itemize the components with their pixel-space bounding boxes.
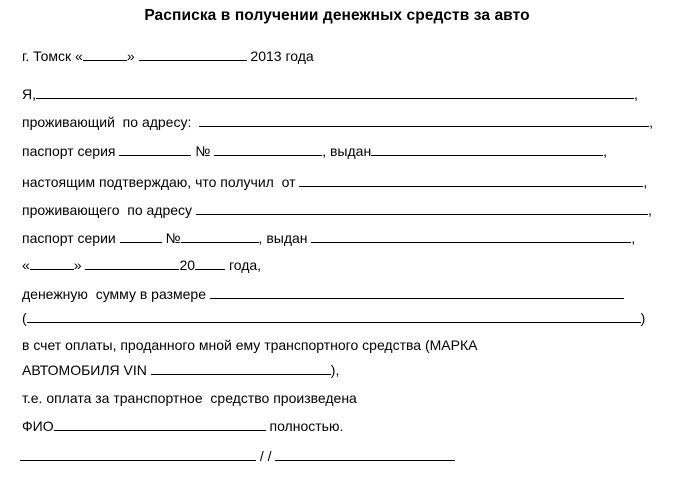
line-passport-2-text-6: , (631, 230, 636, 246)
line-passport-1-blank-1[interactable] (119, 144, 191, 156)
line-amount-blank-1[interactable] (210, 287, 624, 299)
line-passport-2-blank-5[interactable] (311, 231, 631, 243)
line-signature-text-1: / / (256, 448, 276, 464)
line-address-1-text-2: , (649, 114, 654, 130)
line-city-date-text-2: » (126, 48, 139, 64)
line-fio-blank-1[interactable] (54, 419, 266, 431)
line-vin (22, 362, 339, 378)
line-ya-text-2: , (634, 86, 638, 102)
line-city-date (22, 48, 314, 64)
line-passport-1-text-4: , выдан (322, 143, 372, 159)
line-passport-2-blank-3[interactable] (181, 231, 259, 243)
line-date-2-text-6: года, (225, 257, 262, 273)
line-amount-text-0: денежную сумму в размере (22, 286, 210, 302)
line-signature (20, 448, 455, 464)
line-ya (22, 86, 638, 102)
line-address-2-text-0: проживающего по адресу (22, 202, 196, 218)
line-passport-2-text-2: № (161, 230, 181, 246)
line-address-2 (22, 202, 652, 218)
line-fio (22, 418, 343, 434)
line-date-2 (22, 257, 261, 273)
line-amount-words-text-2: ) (640, 310, 646, 326)
line-signature-blank-0[interactable] (20, 449, 256, 461)
line-date-2-blank-3[interactable] (85, 258, 179, 270)
line-passport-1-blank-3[interactable] (214, 144, 322, 156)
line-city-date-blank-1[interactable] (83, 49, 127, 61)
line-payment-1 (22, 337, 477, 353)
line-passport-1-text-6: , (603, 143, 608, 159)
line-address-2-blank-1[interactable] (196, 203, 648, 215)
line-date-2-text-0: « (22, 257, 30, 273)
line-city-date-text-0: г. Томск « (22, 48, 83, 64)
line-passport-1-blank-5[interactable] (371, 144, 603, 156)
line-vin-blank-1[interactable] (151, 363, 331, 375)
line-confirm-blank-1[interactable] (299, 175, 643, 187)
line-passport-2-text-0: паспорт серии (22, 230, 120, 246)
line-date-2-text-2: » (73, 257, 86, 273)
line-address-1-blank-1[interactable] (199, 115, 649, 127)
line-amount-words-blank-1[interactable] (27, 311, 641, 323)
line-payment-2-text-0: т.е. оплата за транспортное средство произведена (22, 390, 357, 406)
line-fio-text-0: ФИО (22, 418, 54, 434)
line-city-date-blank-3[interactable] (139, 49, 247, 61)
line-ya-blank-1[interactable] (36, 87, 634, 99)
line-passport-2-text-4: , выдан (258, 230, 312, 246)
line-address-1 (22, 114, 653, 130)
line-confirm (22, 174, 647, 190)
line-confirm-text-2: , (643, 174, 648, 190)
line-passport-1-text-0: паспорт серия (22, 143, 120, 159)
line-passport-2-blank-1[interactable] (120, 231, 162, 243)
line-passport-1 (22, 143, 607, 159)
line-amount (22, 286, 624, 302)
page-title: Расписка в получении денежных средств за авто (144, 7, 530, 24)
line-ya-text-0: Я, (22, 86, 36, 102)
line-address-2-text-2: , (647, 202, 652, 218)
line-vin-text-0: АВТОМОБИЛЯ VIN (22, 362, 151, 378)
line-passport-1-text-2: № (191, 143, 215, 159)
line-vin-text-2: ), (330, 362, 340, 378)
line-fio-text-2: полностью. (265, 418, 344, 434)
line-confirm-text-0: настоящим подтверждаю, что получил от (22, 174, 300, 190)
line-date-2-text-4: 20 (179, 257, 196, 273)
line-date-2-blank-1[interactable] (30, 258, 74, 270)
line-address-1-text-0: проживающий по адресу: (22, 114, 200, 130)
line-signature-blank-2[interactable] (275, 449, 455, 461)
line-payment-1-text-0: в счет оплаты, проданного мной ему транспортного средства (МАРКА (22, 337, 478, 353)
line-date-2-blank-5[interactable] (195, 258, 225, 270)
line-amount-words-text-0: ( (22, 310, 27, 326)
line-passport-2 (22, 230, 635, 246)
line-amount-words (22, 310, 645, 326)
line-payment-2 (22, 390, 357, 406)
line-city-date-text-4: 2013 года (246, 48, 314, 64)
